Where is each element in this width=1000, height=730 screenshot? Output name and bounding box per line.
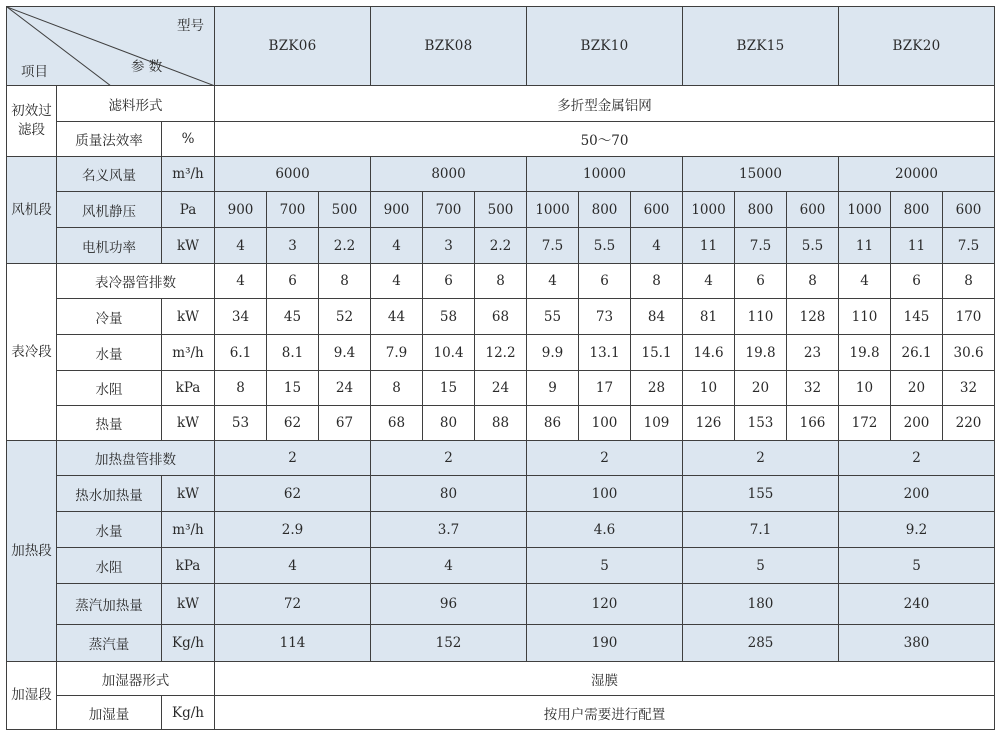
param-label: 热水加热量 (57, 476, 162, 512)
value-cell: 3.7 (371, 512, 527, 548)
value-cell: 2 (683, 441, 839, 476)
corner-param-label: 参 数 (131, 59, 163, 75)
cooling-heat-row (7, 406, 995, 441)
value-cell: 10 (683, 371, 735, 406)
value-cell: 5.5 (787, 228, 839, 264)
value-cell: 4 (527, 264, 579, 299)
section-label-heating: 加热段 (7, 441, 57, 662)
value-cell: 15.1 (631, 335, 683, 371)
value-cell: 45 (267, 299, 319, 335)
value-cell: 2 (371, 441, 527, 476)
value-cell: 6000 (215, 157, 371, 192)
value-cell: 44 (371, 299, 423, 335)
param-value: 50～70 (215, 122, 995, 157)
param-label: 水阻 (57, 371, 162, 406)
corner-model-label: 型号 (177, 18, 205, 34)
value-cell: 6 (891, 264, 943, 299)
value-cell: 7.5 (943, 228, 995, 264)
value-cell: 6 (267, 264, 319, 299)
value-cell: 8 (631, 264, 683, 299)
value-cell: 100 (579, 406, 631, 441)
param-label: 水量 (57, 335, 162, 371)
value-cell: 240 (839, 584, 995, 625)
value-cell: 155 (683, 476, 839, 512)
value-cell: 11 (683, 228, 735, 264)
unit-cell: Kg/h (162, 696, 215, 730)
corner-item-label: 项目 (21, 64, 48, 80)
value-cell: 7.5 (735, 228, 787, 264)
unit-cell: kPa (162, 371, 215, 406)
value-cell: 28 (631, 371, 683, 406)
cooling-capacity-row (7, 299, 995, 335)
value-cell: 172 (839, 406, 891, 441)
value-cell: 88 (475, 406, 527, 441)
value-cell: 166 (787, 406, 839, 441)
value-cell: 8 (319, 264, 371, 299)
value-cell: 7.1 (683, 512, 839, 548)
value-cell: 8 (475, 264, 527, 299)
unit-cell: kW (162, 228, 215, 264)
value-cell: 86 (527, 406, 579, 441)
fan-pressure-row (7, 192, 995, 228)
unit-cell: kW (162, 476, 215, 512)
heating-steam-row (7, 625, 995, 662)
value-cell: 4 (371, 548, 527, 584)
value-cell: 30.6 (943, 335, 995, 371)
value-cell: 68 (371, 406, 423, 441)
value-cell: 700 (267, 192, 319, 228)
value-cell: 20 (735, 371, 787, 406)
spec-table (6, 6, 995, 730)
param-label: 风机静压 (57, 192, 162, 228)
value-cell: 32 (943, 371, 995, 406)
value-cell: 600 (787, 192, 839, 228)
unit-cell: Kg/h (162, 625, 215, 662)
value-cell: 200 (839, 476, 995, 512)
value-cell: 32 (787, 371, 839, 406)
value-cell: 9.2 (839, 512, 995, 548)
value-cell: 81 (683, 299, 735, 335)
value-cell: 4.6 (527, 512, 683, 548)
value-cell: 2 (215, 441, 371, 476)
heating-resistance-row (7, 548, 995, 584)
param-value: 湿膜 (215, 662, 995, 696)
unit-cell: Pa (162, 192, 215, 228)
value-cell: 4 (839, 264, 891, 299)
value-cell: 145 (891, 299, 943, 335)
param-label: 滤料形式 (57, 86, 215, 122)
unit-cell: m³/h (162, 335, 215, 371)
value-cell: 8 (787, 264, 839, 299)
value-cell: 9.9 (527, 335, 579, 371)
value-cell: 55 (527, 299, 579, 335)
value-cell: 2.9 (215, 512, 371, 548)
value-cell: 8 (943, 264, 995, 299)
value-cell: 1000 (527, 192, 579, 228)
value-cell: 128 (787, 299, 839, 335)
value-cell: 114 (215, 625, 371, 662)
value-cell: 52 (319, 299, 371, 335)
param-value: 多折型金属铝网 (215, 86, 995, 122)
value-cell: 2 (527, 441, 683, 476)
unit-cell: m³/h (162, 512, 215, 548)
param-label: 水阻 (57, 548, 162, 584)
value-cell: 6 (423, 264, 475, 299)
value-cell: 11 (891, 228, 943, 264)
value-cell: 600 (943, 192, 995, 228)
humid-type-row (7, 662, 995, 696)
value-cell: 2.2 (319, 228, 371, 264)
value-cell: 1000 (683, 192, 735, 228)
value-cell: 6.1 (215, 335, 267, 371)
value-cell: 12.2 (475, 335, 527, 371)
value-cell: 5 (527, 548, 683, 584)
value-cell: 19.8 (735, 335, 787, 371)
value-cell: 153 (735, 406, 787, 441)
value-cell: 180 (683, 584, 839, 625)
filter-efficiency-row (7, 122, 995, 157)
param-label: 名义风量 (57, 157, 162, 192)
value-cell: 7.9 (371, 335, 423, 371)
unit-cell: kW (162, 406, 215, 441)
value-cell: 34 (215, 299, 267, 335)
value-cell: 10.4 (423, 335, 475, 371)
value-cell: 11 (839, 228, 891, 264)
value-cell: 10 (839, 371, 891, 406)
param-label: 冷量 (57, 299, 162, 335)
value-cell: 6 (735, 264, 787, 299)
value-cell: 5 (683, 548, 839, 584)
model-header: BZK10 (527, 7, 683, 86)
value-cell: 6 (579, 264, 631, 299)
value-cell: 4 (683, 264, 735, 299)
value-cell: 200 (891, 406, 943, 441)
value-cell: 110 (735, 299, 787, 335)
param-label: 质量法效率 (57, 122, 162, 157)
filter-media-row (7, 86, 995, 122)
cooling-resistance-row (7, 371, 995, 406)
header-row (7, 7, 995, 86)
param-value: 按用户需要进行配置 (215, 696, 995, 730)
unit-cell: % (162, 122, 215, 157)
value-cell: 84 (631, 299, 683, 335)
value-cell: 5 (839, 548, 995, 584)
value-cell: 96 (371, 584, 527, 625)
value-cell: 3 (267, 228, 319, 264)
value-cell: 14.6 (683, 335, 735, 371)
value-cell: 1000 (839, 192, 891, 228)
value-cell: 600 (631, 192, 683, 228)
value-cell: 2.2 (475, 228, 527, 264)
section-label-cooling: 表冷段 (7, 264, 57, 441)
value-cell: 8 (371, 371, 423, 406)
value-cell: 4 (631, 228, 683, 264)
value-cell: 53 (215, 406, 267, 441)
unit-cell: kW (162, 299, 215, 335)
heating-water-row (7, 512, 995, 548)
value-cell: 80 (423, 406, 475, 441)
value-cell: 8 (215, 371, 267, 406)
section-label-humid: 加湿段 (7, 662, 57, 730)
value-cell: 58 (423, 299, 475, 335)
cooling-water-row (7, 335, 995, 371)
value-cell: 20 (891, 371, 943, 406)
value-cell: 15 (267, 371, 319, 406)
value-cell: 120 (527, 584, 683, 625)
section-label-fan: 风机段 (7, 157, 57, 264)
unit-cell: kW (162, 584, 215, 625)
value-cell: 8000 (371, 157, 527, 192)
value-cell: 5.5 (579, 228, 631, 264)
param-label: 水量 (57, 512, 162, 548)
value-cell: 73 (579, 299, 631, 335)
cooling-rows-row (7, 264, 995, 299)
value-cell: 4 (371, 264, 423, 299)
value-cell: 10000 (527, 157, 683, 192)
model-header: BZK08 (371, 7, 527, 86)
param-label: 加湿量 (57, 696, 162, 730)
value-cell: 20000 (839, 157, 995, 192)
value-cell: 220 (943, 406, 995, 441)
value-cell: 700 (423, 192, 475, 228)
heating-hotwater-row (7, 476, 995, 512)
value-cell: 72 (215, 584, 371, 625)
value-cell: 80 (371, 476, 527, 512)
value-cell: 9 (527, 371, 579, 406)
fan-airflow-row (7, 157, 995, 192)
value-cell: 110 (839, 299, 891, 335)
value-cell: 800 (891, 192, 943, 228)
model-header: BZK15 (683, 7, 839, 86)
value-cell: 68 (475, 299, 527, 335)
value-cell: 800 (735, 192, 787, 228)
value-cell: 9.4 (319, 335, 371, 371)
param-label: 表冷器管排数 (57, 264, 215, 299)
corner-cell (7, 7, 215, 86)
value-cell: 500 (319, 192, 371, 228)
value-cell: 800 (579, 192, 631, 228)
heating-rows-row (7, 441, 995, 476)
value-cell: 2 (839, 441, 995, 476)
value-cell: 152 (371, 625, 527, 662)
param-label: 加热盘管排数 (57, 441, 215, 476)
value-cell: 67 (319, 406, 371, 441)
param-label: 蒸汽量 (57, 625, 162, 662)
value-cell: 285 (683, 625, 839, 662)
value-cell: 900 (371, 192, 423, 228)
unit-cell: m³/h (162, 157, 215, 192)
value-cell: 19.8 (839, 335, 891, 371)
value-cell: 500 (475, 192, 527, 228)
value-cell: 4 (215, 264, 267, 299)
param-label: 电机功率 (57, 228, 162, 264)
value-cell: 4 (215, 548, 371, 584)
param-label: 加湿器形式 (57, 662, 215, 696)
value-cell: 15000 (683, 157, 839, 192)
param-label: 蒸汽加热量 (57, 584, 162, 625)
heating-steamheat-row (7, 584, 995, 625)
section-label-filter: 初效过滤段 (7, 86, 57, 157)
value-cell: 24 (475, 371, 527, 406)
unit-cell: kPa (162, 548, 215, 584)
value-cell: 62 (267, 406, 319, 441)
value-cell: 100 (527, 476, 683, 512)
value-cell: 900 (215, 192, 267, 228)
value-cell: 380 (839, 625, 995, 662)
model-header: BZK20 (839, 7, 995, 86)
value-cell: 24 (319, 371, 371, 406)
value-cell: 8.1 (267, 335, 319, 371)
value-cell: 3 (423, 228, 475, 264)
value-cell: 15 (423, 371, 475, 406)
value-cell: 23 (787, 335, 839, 371)
value-cell: 13.1 (579, 335, 631, 371)
fan-power-row (7, 228, 995, 264)
value-cell: 126 (683, 406, 735, 441)
value-cell: 62 (215, 476, 371, 512)
value-cell: 4 (215, 228, 267, 264)
value-cell: 4 (371, 228, 423, 264)
humid-amount-row (7, 696, 995, 730)
model-header: BZK06 (215, 7, 371, 86)
value-cell: 17 (579, 371, 631, 406)
value-cell: 7.5 (527, 228, 579, 264)
param-label: 热量 (57, 406, 162, 441)
value-cell: 109 (631, 406, 683, 441)
value-cell: 190 (527, 625, 683, 662)
value-cell: 26.1 (891, 335, 943, 371)
value-cell: 170 (943, 299, 995, 335)
